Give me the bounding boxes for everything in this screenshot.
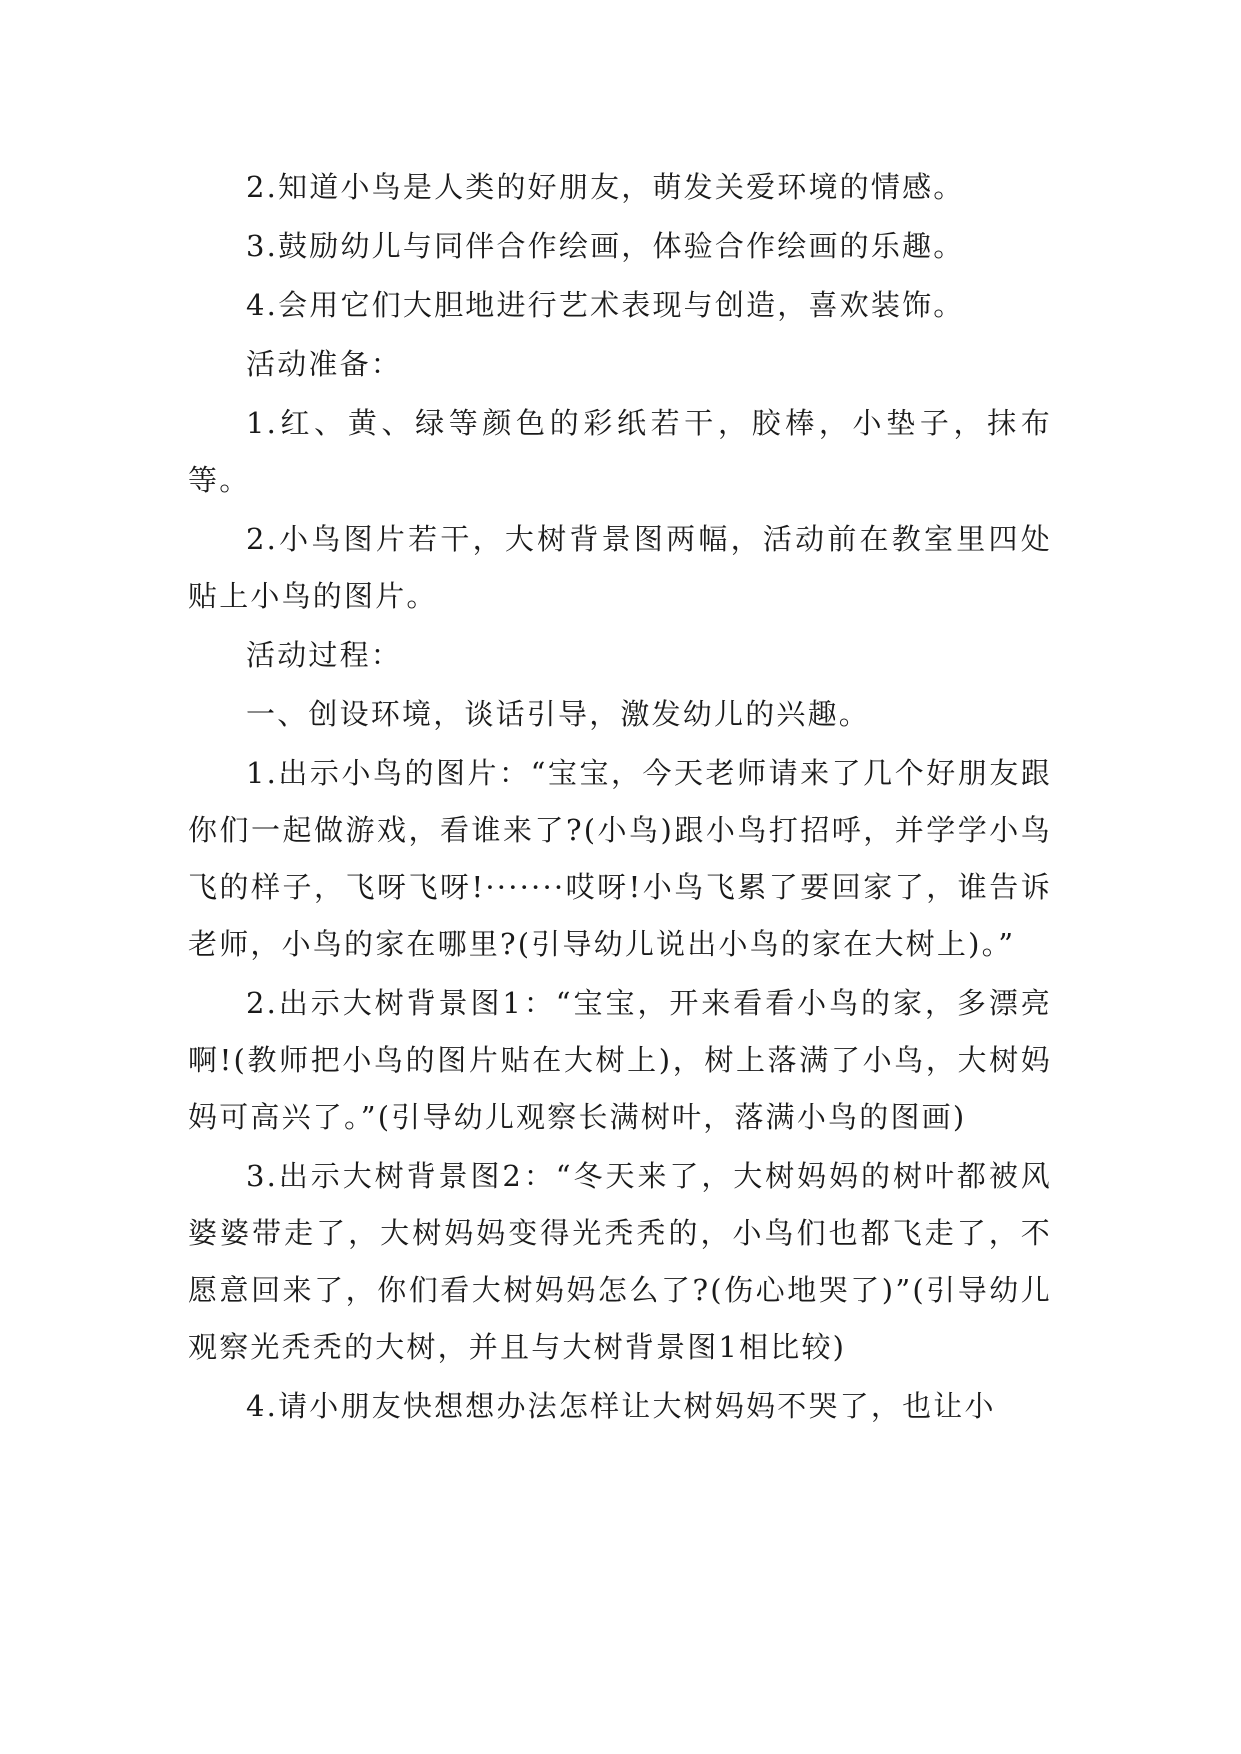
paragraph-preparation-2: 2.小鸟图片若干，大树背景图两幅，活动前在教室里四处贴上小鸟的图片。 — [188, 522, 1052, 613]
document-body — [188, 159, 1052, 1437]
paragraph-process-4: 4.请小朋友快想想办法怎样让大树妈妈不哭了，也让小 — [246, 1389, 996, 1423]
section-heading-preparation: 活动准备： — [246, 347, 403, 381]
paragraph-goal-3: 3.鼓励幼儿与同伴合作绘画，体验合作绘画的乐趣。 — [246, 229, 965, 263]
section-heading-process: 活动过程： — [246, 638, 403, 672]
paragraph-process-3: 3.出示大树背景图2：“冬天来了，大树妈妈的树叶都被风婆婆带走了，大树妈妈变得光秃秃的，小鸟们也都飞走了，不愿意回来了，你们看大树妈妈怎么了?(伤心地哭了)”(引导幼儿观察光秃秃的大树，并且与大树背景图1相比较) — [188, 1159, 1052, 1364]
paragraph-preparation-1: 1.红、黄、绿等颜色的彩纸若干，胶棒，小垫子，抹布等。 — [188, 406, 1052, 497]
subheading-step-1: 一、创设环境，谈话引导，激发幼儿的兴趣。 — [246, 697, 871, 731]
paragraph-goal-2: 2.知道小鸟是人类的好朋友，萌发关爱环境的情感。 — [246, 170, 965, 204]
paragraph-goal-4: 4.会用它们大胆地进行艺术表现与创造，喜欢装饰。 — [246, 288, 965, 322]
paragraph-process-1: 1.出示小鸟的图片：“宝宝，今天老师请来了几个好朋友跟你们一起做游戏，看谁来了?(小鸟)跟小鸟打招呼，并学学小鸟飞的样子，飞呀飞呀!·······哎呀!小鸟飞累了要回家了，谁告诉老师，小鸟的家在哪里?(引导幼儿说出小鸟的家在大树上)。” — [188, 756, 1052, 961]
paragraph-process-2: 2.出示大树背景图1：“宝宝，开来看看小鸟的家，多漂亮啊!(教师把小鸟的图片贴在大树上)，树上落满了小鸟，大树妈妈可高兴了。”(引导幼儿观察长满树叶，落满小鸟的图画) — [188, 986, 1052, 1134]
